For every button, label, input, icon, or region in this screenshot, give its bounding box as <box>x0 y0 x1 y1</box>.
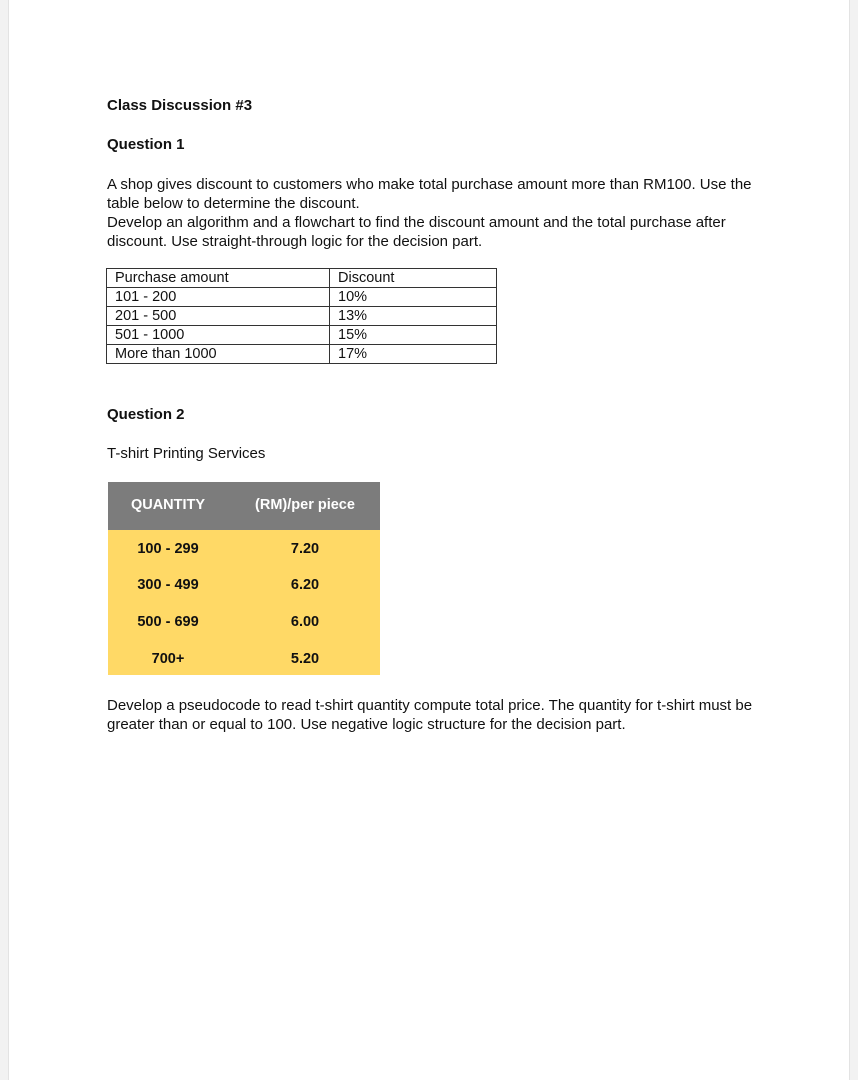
price-cell: 6.00 <box>290 614 320 630</box>
price-cell: 5.20 <box>290 651 320 667</box>
discount-cell: 10% <box>330 288 497 307</box>
table-row <box>107 326 497 345</box>
quantity-cell: 500 - 699 <box>137 614 199 630</box>
quantity-cell: 300 - 499 <box>137 577 199 593</box>
discount-cell: 15% <box>330 326 497 345</box>
table-row <box>107 307 497 326</box>
question1-paragraph1: A shop gives discount to customers who make total purchase amount more than RM100. Use the table below to determine the discount. <box>107 176 752 212</box>
price-cell: 6.20 <box>290 577 320 593</box>
price-cell: 7.20 <box>290 541 320 557</box>
purchase-amount-cell: 501 - 1000 <box>107 326 330 345</box>
price-table-body <box>108 530 380 675</box>
header-price-per-piece: (RM)/per piece <box>255 497 355 513</box>
quantity-cell: 100 - 299 <box>137 541 199 557</box>
discount-cell: 13% <box>330 307 497 326</box>
header-purchase-amount: Purchase amount <box>107 269 330 288</box>
price-table-header <box>108 482 380 530</box>
purchase-amount-cell: More than 1000 <box>107 345 330 364</box>
tshirt-price-table <box>108 482 380 675</box>
discount-cell: 17% <box>330 345 497 364</box>
quantity-cell: 700+ <box>151 651 185 667</box>
discount-table <box>106 268 497 364</box>
table-row <box>107 288 497 307</box>
document-page <box>8 0 850 1080</box>
question1-paragraph2: Develop an algorithm and a flowchart to find the discount amount and the total purchase after discount. Use straight-through logic for the decision part. <box>107 214 726 250</box>
question2-paragraph: Develop a pseudocode to read t-shirt quantity compute total price. The quantity for t-shirt must be greater than or equal to 100. Use negative logic structure for the decision part. <box>107 697 753 733</box>
header-quantity: QUANTITY <box>130 497 206 513</box>
purchase-amount-cell: 101 - 200 <box>107 288 330 307</box>
document-title: Class Discussion #3 <box>107 97 253 114</box>
question1-heading: Question 1 <box>107 136 185 153</box>
table-row <box>107 345 497 364</box>
header-discount: Discount <box>330 269 497 288</box>
tshirt-services-title: T-shirt Printing Services <box>107 445 266 462</box>
discount-table-header <box>107 269 497 288</box>
purchase-amount-cell: 201 - 500 <box>107 307 330 326</box>
question2-heading: Question 2 <box>107 406 185 423</box>
